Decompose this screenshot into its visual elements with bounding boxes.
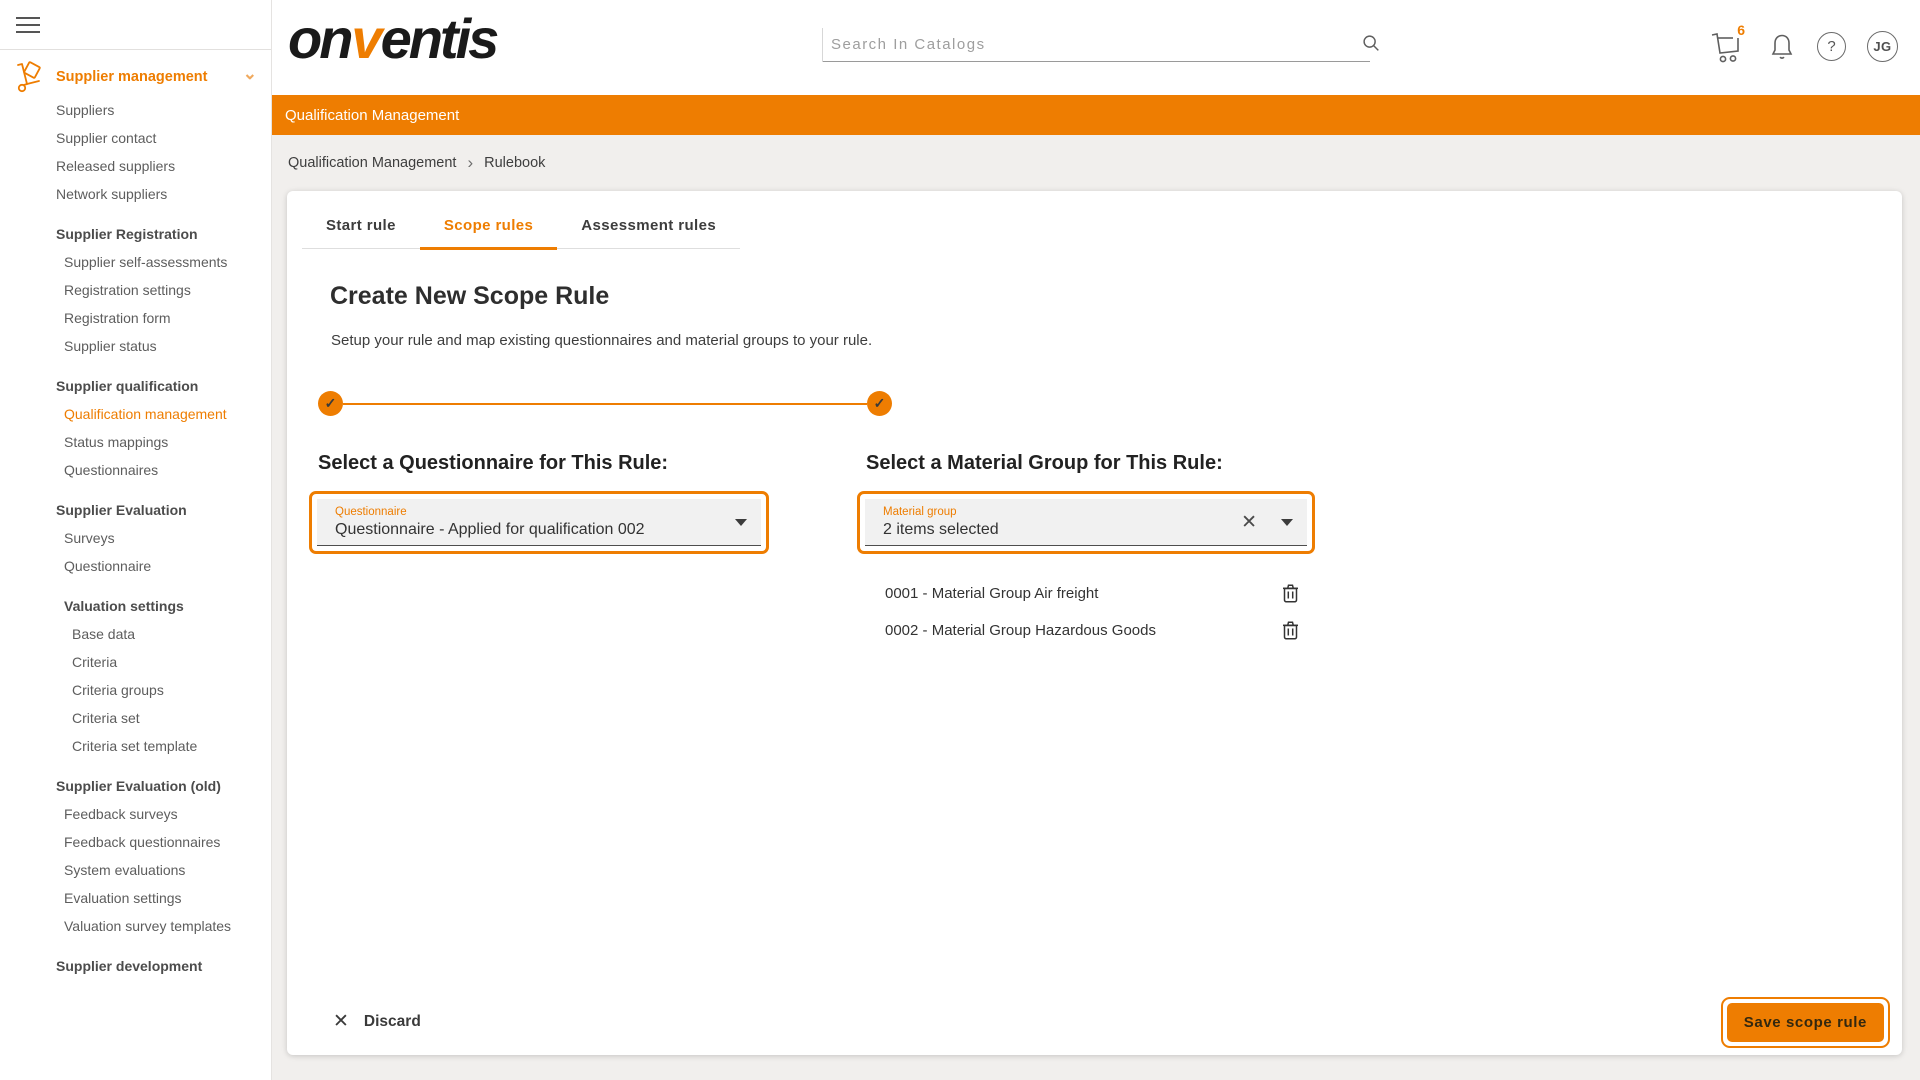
tab-assessment-rules[interactable]: Assessment rules [581, 217, 717, 234]
discard-label: Discard [363, 1012, 421, 1030]
questionnaire-field-value: Questionnaire - Applied for qualification 002 [335, 521, 645, 538]
discard-button[interactable] [333, 1010, 421, 1033]
avatar-initials: JG [1873, 38, 1892, 54]
sidebar-item-released-suppliers[interactable]: Released suppliers [56, 158, 176, 174]
sidebar-item-registration-settings[interactable]: Registration settings [64, 282, 191, 298]
breadcrumb-item-qualification-management[interactable]: Qualification Management [288, 155, 457, 171]
dropdown-caret-icon[interactable] [1281, 519, 1293, 526]
notifications-button[interactable] [1768, 30, 1796, 62]
questionnaire-section-heading: Select a Questionnaire for This Rule: [318, 452, 669, 474]
delete-material-button[interactable] [1282, 583, 1299, 603]
breadcrumb [272, 135, 1920, 191]
material-item-label: 0002 - Material Group Hazardous Goods [885, 621, 1156, 639]
material-group-select[interactable] [865, 499, 1307, 546]
delete-material-button[interactable] [1282, 620, 1299, 640]
sidebar-item-criteria-groups[interactable]: Criteria groups [72, 682, 164, 698]
rule-sections [309, 452, 1902, 652]
sidebar-item-surveys[interactable]: Surveys [64, 530, 115, 546]
sidebar-item-criteria-set[interactable]: Criteria set [72, 710, 140, 726]
sidebar-item-status-mappings[interactable]: Status mappings [64, 434, 169, 450]
main-column [272, 0, 1920, 1080]
sidebar-item-suppliers[interactable]: Suppliers [56, 102, 115, 118]
trash-icon [1282, 620, 1299, 640]
page-title: Create New Scope Rule [330, 282, 610, 310]
material-field-highlight [857, 491, 1315, 554]
cart-button[interactable] [1709, 22, 1747, 66]
sidebar-section-supplier-registration: Supplier Registration [56, 226, 198, 242]
close-icon: ✕ [333, 1011, 349, 1032]
sidebar-item-system-evaluations[interactable]: System evaluations [64, 862, 186, 878]
sidebar-item-supplier-contact[interactable]: Supplier contact [56, 130, 157, 146]
sidebar-item-registration-form[interactable]: Registration form [64, 310, 171, 326]
user-avatar[interactable] [1867, 31, 1898, 62]
hand-truck-icon [13, 60, 45, 94]
sidebar-section-supplier-evaluation-old: Supplier Evaluation (old) [56, 778, 221, 794]
question-mark-icon: ? [1827, 37, 1836, 55]
sidebar-item-questionnaire[interactable]: Questionnaire [64, 558, 152, 574]
stepper-connector [343, 403, 867, 405]
questionnaire-select[interactable] [317, 499, 761, 546]
catalog-search [822, 28, 1370, 62]
questionnaire-section [309, 452, 769, 652]
content-area [272, 191, 1920, 1080]
material-group-section [857, 452, 1315, 652]
search-icon[interactable] [1360, 32, 1382, 54]
clear-selection-icon[interactable]: ✕ [1241, 512, 1257, 533]
sidebar-item-criteria[interactable]: Criteria [72, 654, 118, 670]
questionnaire-field-label: Questionnaire [335, 506, 407, 518]
check-icon: ✓ [324, 395, 337, 411]
bell-icon [1768, 30, 1796, 62]
tab-scope-rules[interactable]: Scope rules [420, 215, 557, 250]
progress-stepper [318, 391, 892, 416]
onventis-logo: onventis [288, 7, 497, 70]
sidebar [0, 0, 272, 1080]
sidebar-item-supplier-self-assessments[interactable]: Supplier self-assessments [64, 254, 228, 270]
sidebar-item-network-suppliers[interactable]: Network suppliers [56, 186, 168, 202]
search-input[interactable] [823, 28, 1370, 62]
sidebar-item-feedback-surveys[interactable]: Feedback surveys [64, 806, 178, 822]
sidebar-item-questionnaires[interactable]: Questionnaires [64, 462, 159, 478]
sidebar-item-valuation-survey-templates[interactable]: Valuation survey templates [64, 918, 232, 934]
sidebar-section-supplier-qualification: Supplier qualification [56, 378, 199, 394]
breadcrumb-item-rulebook[interactable]: Rulebook [484, 155, 546, 171]
sidebar-item-feedback-questionnaires[interactable]: Feedback questionnaires [64, 834, 221, 850]
logo-check-v: v [351, 7, 380, 70]
material-field-value: 2 items selected [883, 521, 999, 538]
save-scope-rule-button[interactable]: Save scope rule [1727, 1003, 1884, 1042]
tab-start-rule[interactable]: Start rule [326, 217, 396, 234]
top-bar [272, 0, 1920, 95]
module-banner [272, 95, 1920, 135]
trash-icon [1282, 583, 1299, 603]
material-item-label: 0001 - Material Group Air freight [885, 584, 1099, 602]
top-icons [1709, 22, 1898, 66]
questionnaire-select-text [335, 506, 735, 539]
material-item-0002-material-group-hazardous-goods [885, 615, 1299, 645]
sidebar-header [0, 0, 271, 50]
sidebar-item-criteria-set-template[interactable]: Criteria set template [72, 738, 198, 754]
check-icon: ✓ [873, 395, 886, 411]
step-2-complete [867, 391, 892, 416]
material-section-heading: Select a Material Group for This Rule: [866, 452, 1223, 474]
sidebar-item-evaluation-settings[interactable]: Evaluation settings [64, 890, 182, 906]
dropdown-caret-icon[interactable] [735, 519, 747, 526]
sidebar-item-supplier-management[interactable] [0, 58, 271, 96]
help-button[interactable] [1817, 32, 1846, 61]
rule-tabs [302, 215, 740, 249]
sidebar-item-label: Supplier management [56, 69, 208, 85]
material-item-0001-material-group-air-freight [885, 578, 1299, 608]
sidebar-item-qualification-management[interactable]: Qualification management [64, 406, 227, 422]
rule-card [287, 191, 1902, 1055]
cart-count-badge: 6 [1737, 22, 1745, 38]
sidebar-section-valuation-settings: Valuation settings [64, 598, 184, 614]
chevron-right-icon: › [467, 153, 474, 172]
sidebar-nav [0, 50, 271, 980]
selected-material-list [885, 578, 1299, 645]
material-select-text [883, 506, 1241, 539]
hamburger-menu-icon[interactable] [16, 12, 40, 38]
page-subtitle: Setup your rule and map existing questionnaires and material groups to your rule. [331, 332, 873, 349]
chevron-down-icon[interactable]: ⌄ [242, 64, 257, 83]
save-button-focus-ring [1721, 997, 1890, 1048]
questionnaire-field-highlight [309, 491, 769, 554]
sidebar-item-supplier-status[interactable]: Supplier status [64, 338, 157, 354]
sidebar-item-base-data[interactable]: Base data [72, 626, 136, 642]
banner-title: Qualification Management [285, 106, 460, 124]
step-1-complete [318, 391, 343, 416]
sidebar-section-supplier-development: Supplier development [56, 958, 203, 974]
sidebar-section-supplier-evaluation: Supplier Evaluation [56, 502, 187, 518]
material-field-label: Material group [883, 506, 957, 518]
